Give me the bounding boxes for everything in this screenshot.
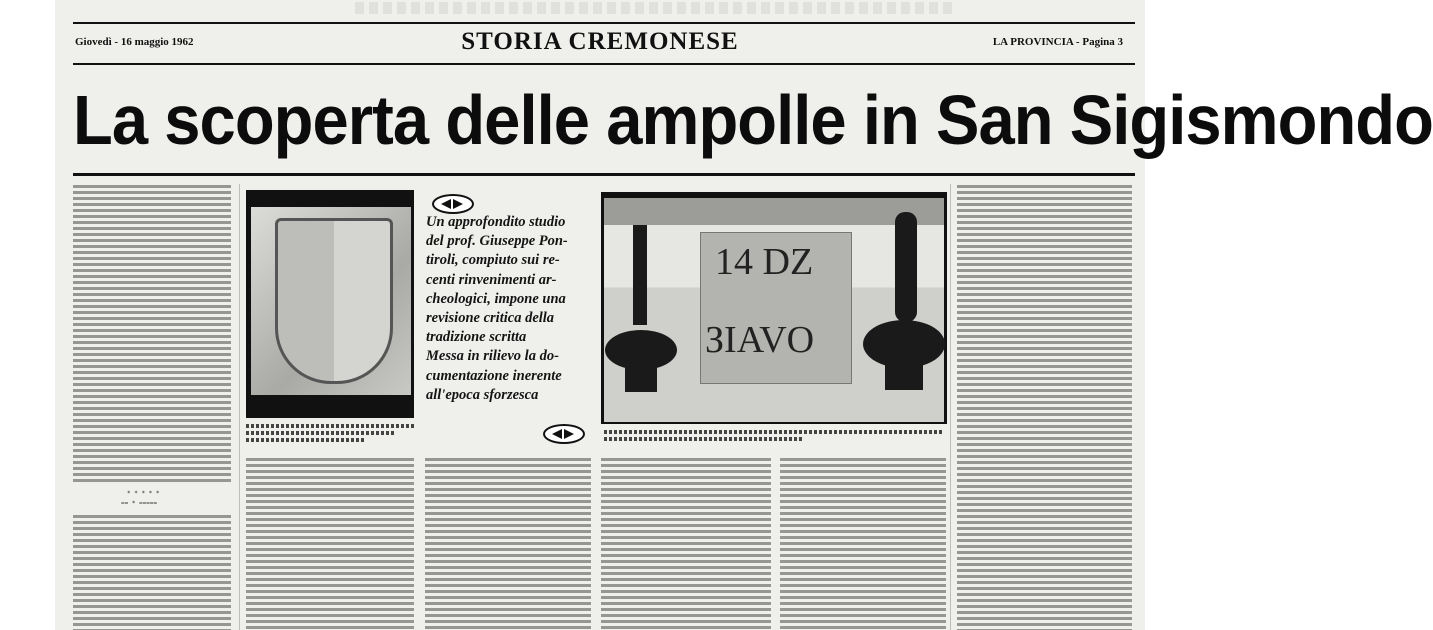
crest-caption: [246, 424, 414, 428]
article-column-4: [601, 458, 771, 630]
crest-caption-3: [246, 438, 366, 442]
ampoule-neck-right: [895, 212, 917, 322]
headline: La scoperta delle ampolle in San Sigismondo: [73, 81, 1433, 159]
shield-icon: [275, 218, 393, 384]
masthead-rule: [73, 63, 1135, 65]
newspaper-page: [55, 0, 1433, 630]
article-column-6: [957, 185, 1132, 630]
article-column-3: [425, 458, 591, 630]
ornament-icon: [543, 424, 585, 444]
section-title: STORIA CREMONESE: [461, 28, 739, 55]
ampoule-foot-left: [625, 368, 657, 392]
ampoule-foot-right: [885, 364, 923, 390]
headline-rule: [73, 173, 1135, 176]
column-divider: [950, 184, 951, 630]
masthead-page: LA PROVINCIA - Pagina 3: [992, 36, 1123, 48]
ampoule-left-icon: [605, 330, 677, 370]
deck-text: Un approfondito studio del prof. Giuseppe Pon- tiroli, compiuto sui re- centi rinvenimenti ar- cheologici, impone una revisione critica della tradizione scritta Messa in rilievo la do- cumentazione inerente all'epoca sforzesca: [426, 214, 568, 403]
inscription-top: 14 DZ: [715, 241, 814, 283]
inscription-bottom: ЗIAVO: [705, 319, 815, 361]
bleed-through-text: [355, 2, 955, 14]
masthead-date: Giovedì - 16 maggio 1962: [75, 36, 194, 48]
sidebar-label-1: * * * * *: [127, 490, 160, 497]
ampoule-neck-left: [633, 225, 647, 325]
ampoule-right-icon: [863, 320, 945, 368]
ornament-icon: [432, 194, 474, 214]
relief-caption: [604, 430, 944, 434]
relief-caption-2: [604, 437, 804, 441]
sidebar-label-2: == * =====: [121, 500, 158, 507]
column-divider: [239, 184, 240, 630]
top-rule: [73, 22, 1135, 24]
article-column-2: [246, 458, 414, 630]
article-column-1: [73, 185, 231, 485]
article-column-5: [780, 458, 946, 630]
article-column-1b: [73, 515, 231, 630]
crest-caption-2: [246, 431, 396, 435]
